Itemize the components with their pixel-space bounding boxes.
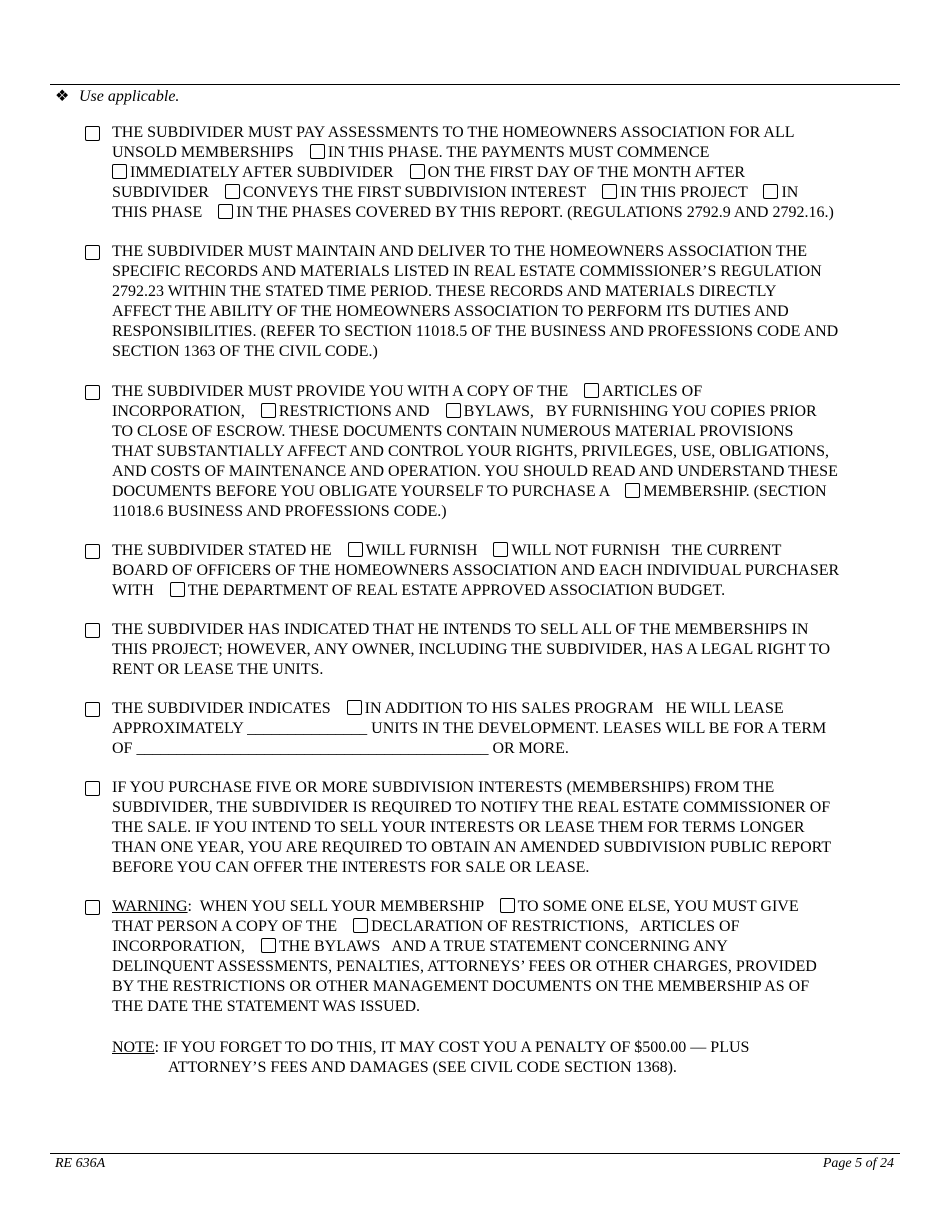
text-line (112, 482, 827, 502)
text-line (112, 143, 709, 163)
text-line (112, 541, 781, 561)
note-line-2: ATTORNEY’S FEES AND DAMAGES (SEE CIVIL CODE SECTION 1368). (168, 1059, 677, 1076)
text-segment: SPECIFIC RECORDS AND MATERIALS LISTED IN REAL ESTATE COMMISSIONER’S REGULATION (112, 263, 822, 280)
item-checkbox[interactable] (85, 245, 100, 260)
text-line (112, 739, 569, 759)
option-checkbox[interactable] (410, 164, 425, 179)
text-segment: THE SUBDIVIDER MUST MAINTAIN AND DELIVER TO THE HOMEOWNERS ASSOCIATION THE (112, 243, 808, 260)
note-line-1 (112, 1038, 749, 1058)
item-checkbox[interactable] (85, 781, 100, 796)
option-checkbox[interactable] (446, 403, 461, 418)
option-checkbox[interactable] (310, 144, 325, 159)
text-segment: BYLAWS, BY FURNISHING YOU COPIES PRIOR (463, 403, 817, 420)
text-segment: RENT OR LEASE THE UNITS. (112, 661, 324, 678)
text-segment: THIS PHASE (112, 204, 211, 221)
bottom-rule (50, 1153, 900, 1154)
text-segment: THE SUBDIVIDER INDICATES (112, 700, 339, 717)
option-checkbox[interactable] (602, 184, 617, 199)
option-checkbox[interactable] (261, 403, 276, 418)
item-checkbox[interactable] (85, 702, 100, 717)
option-checkbox[interactable] (763, 184, 778, 199)
text-line (112, 183, 798, 203)
text-segment: THE SUBDIVIDER STATED HE (112, 542, 340, 559)
option-checkbox[interactable] (584, 383, 599, 398)
text-line (112, 640, 830, 660)
text-line (112, 322, 838, 342)
text-segment: : WHEN YOU SELL YOUR MEMBERSHIP (187, 898, 492, 915)
text-line (112, 620, 808, 640)
text-line (112, 242, 807, 262)
text-segment: DELINQUENT ASSESSMENTS, PENALTIES, ATTORNEYS’ FEES OR OTHER CHARGES, PROVIDED (112, 958, 817, 975)
text-line (112, 442, 829, 462)
text-segment: THAT SUBSTANTIALLY AFFECT AND CONTROL YOUR RIGHTS, PRIVILEGES, USE, OBLIGATIONS, (112, 443, 829, 460)
text-segment: WILL NOT FURNISH THE CURRENT (511, 542, 782, 559)
text-segment: OF ____________________________________________ OR MORE. (112, 740, 569, 757)
item-checkbox[interactable] (85, 544, 100, 559)
text-segment: THE SUBDIVIDER MUST PAY ASSESSMENTS TO THE HOMEOWNERS ASSOCIATION FOR ALL (112, 124, 795, 141)
text-segment: THIS PROJECT; HOWEVER, ANY OWNER, INCLUDING THE SUBDIVIDER, HAS A LEGAL RIGHT TO (112, 641, 831, 658)
text-line (112, 838, 831, 858)
text-line (112, 798, 830, 818)
text-line (112, 897, 799, 917)
text-line (112, 262, 822, 282)
text-segment: WITH (112, 582, 162, 599)
text-segment: UNSOLD MEMBERSHIPS (112, 144, 302, 161)
text-segment: IN ADDITION TO HIS SALES PROGRAM HE WILL LEASE (364, 700, 784, 717)
text-line (112, 937, 728, 957)
option-checkbox[interactable] (348, 542, 363, 557)
text-segment: 11018.6 BUSINESS AND PROFESSIONS CODE.) (112, 503, 447, 520)
note-label: NOTE (112, 1039, 155, 1056)
text-segment: AND COSTS OF MAINTENANCE AND OPERATION. YOU SHOULD READ AND UNDERSTAND THESE (112, 463, 838, 480)
text-segment: ON THE FIRST DAY OF THE MONTH AFTER (427, 164, 746, 181)
warning-label: WARNING (112, 898, 188, 915)
text-segment: AFFECT THE ABILITY OF THE HOMEOWNERS ASSOCIATION TO PERFORM ITS DUTIES AND (112, 303, 789, 320)
text-segment: DECLARATION OF RESTRICTIONS, ARTICLES OF (371, 918, 740, 935)
text-segment: BEFORE YOU CAN OFFER THE INTERESTS FOR SALE OR LEASE. (112, 859, 590, 876)
option-checkbox[interactable] (347, 700, 362, 715)
option-checkbox[interactable] (225, 184, 240, 199)
text-segment: MEMBERSHIP. (SECTION (643, 483, 827, 500)
text-line (112, 561, 839, 581)
text-segment: BOARD OF OFFICERS OF THE HOMEOWNERS ASSOCIATION AND EACH INDIVIDUAL PURCHASER (112, 562, 840, 579)
text-segment: DOCUMENTS BEFORE YOU OBLIGATE YOURSELF TO PURCHASE A (112, 483, 618, 500)
text-segment: CONVEYS THE FIRST SUBDIVISION INTEREST (242, 184, 595, 201)
text-segment: RESTRICTIONS AND (278, 403, 438, 420)
text-line (112, 422, 793, 442)
text-line (112, 382, 702, 402)
text-segment: TO CLOSE OF ESCROW. THESE DOCUMENTS CONTAIN NUMEROUS MATERIAL PROVISIONS (112, 423, 794, 440)
text-segment: RESPONSIBILITIES. (REFER TO SECTION 11018.5 OF THE BUSINESS AND PROFESSIONS CODE AND (112, 323, 839, 340)
option-checkbox[interactable] (261, 938, 276, 953)
text-line (112, 342, 378, 362)
item-checkbox[interactable] (85, 900, 100, 915)
text-line (112, 282, 776, 302)
text-line (112, 957, 817, 977)
text-segment: TO SOME ONE ELSE, YOU MUST GIVE (517, 898, 799, 915)
text-line (112, 581, 725, 601)
form-id: RE 636A (55, 1156, 106, 1171)
text-segment: THAN ONE YEAR, YOU ARE REQUIRED TO OBTAIN AN AMENDED SUBDIVISION PUBLIC REPORT (112, 839, 832, 856)
option-checkbox[interactable] (500, 898, 515, 913)
text-line (112, 917, 740, 937)
text-segment: THAT PERSON A COPY OF THE (112, 918, 346, 935)
text-line (112, 818, 805, 838)
text-line (112, 302, 789, 322)
text-line (112, 163, 745, 183)
text-segment: THE DATE THE STATEMENT WAS ISSUED. (112, 998, 421, 1015)
text-line (112, 977, 809, 997)
page-number: Page 5 of 24 (822, 1156, 894, 1171)
text-segment: THE SUBDIVIDER HAS INDICATED THAT HE INTENDS TO SELL ALL OF THE MEMBERSHIPS IN (112, 621, 809, 638)
text-segment: INCORPORATION, (112, 403, 253, 420)
instruction-header (55, 86, 179, 106)
text-segment: THE SALE. IF YOU INTEND TO SELL YOUR INTERESTS OR LEASE THEM FOR TERMS LONGER (112, 819, 805, 836)
text-segment: ARTICLES OF (602, 383, 703, 400)
text-line (112, 123, 794, 143)
text-segment: IN THIS PROJECT (620, 184, 756, 201)
item-checkbox[interactable] (85, 126, 100, 141)
text-line (112, 402, 817, 422)
text-segment: IF YOU PURCHASE FIVE OR MORE SUBDIVISION INTERESTS (MEMBERSHIPS) FROM THE (112, 779, 775, 796)
option-checkbox[interactable] (493, 542, 508, 557)
option-checkbox[interactable] (170, 582, 185, 597)
item-checkbox[interactable] (85, 385, 100, 400)
text-segment: 2792.23 WITHIN THE STATED TIME PERIOD. THESE RECORDS AND MATERIALS DIRECTLY (112, 283, 777, 300)
text-line (112, 502, 447, 522)
text-segment: SUBDIVIDER (112, 184, 217, 201)
text-segment: BY THE RESTRICTIONS OR OTHER MANAGEMENT DOCUMENTS ON THE MEMBERSHIP AS OF (112, 978, 810, 995)
text-line (112, 997, 420, 1017)
instruction-text: Use applicable. (79, 88, 180, 105)
text-segment: SECTION 1363 OF THE CIVIL CODE.) (112, 343, 378, 360)
diamond-bullet-icon: ❖ (55, 88, 70, 105)
text-segment: INCORPORATION, (112, 938, 253, 955)
text-line (112, 203, 834, 223)
item-checkbox[interactable] (85, 623, 100, 638)
text-segment: IMMEDIATELY AFTER SUBDIVIDER (130, 164, 402, 181)
text-line (112, 858, 589, 878)
note-text-1: : IF YOU FORGET TO DO THIS, IT MAY COST YOU A PENALTY OF $500.00 — PLUS (154, 1039, 750, 1056)
text-line (112, 660, 323, 680)
option-checkbox[interactable] (625, 483, 640, 498)
option-checkbox[interactable] (112, 164, 127, 179)
text-segment: IN THIS PHASE. THE PAYMENTS MUST COMMENCE (327, 144, 710, 161)
text-segment: SUBDIVIDER, THE SUBDIVIDER IS REQUIRED TO NOTIFY THE REAL ESTATE COMMISSIONER OF (112, 799, 831, 816)
top-rule (50, 84, 900, 85)
text-segment: APPROXIMATELY _______________ UNITS IN THE DEVELOPMENT. LEASES WILL BE FOR A TERM (112, 720, 827, 737)
text-segment: THE DEPARTMENT OF REAL ESTATE APPROVED ASSOCIATION BUDGET. (187, 582, 726, 599)
text-line (112, 719, 826, 739)
text-segment: IN THE PHASES COVERED BY THIS REPORT. (REGULATIONS 2792.9 AND 2792.16.) (236, 204, 834, 221)
text-line (112, 462, 838, 482)
text-line (112, 778, 774, 798)
text-segment: IN (781, 184, 799, 201)
text-line (112, 699, 784, 719)
text-segment: THE BYLAWS AND A TRUE STATEMENT CONCERNING ANY (278, 938, 728, 955)
text-segment: WILL FURNISH (365, 542, 486, 559)
text-segment: THE SUBDIVIDER MUST PROVIDE YOU WITH A COPY OF THE (112, 383, 577, 400)
option-checkbox[interactable] (353, 918, 368, 933)
option-checkbox[interactable] (218, 204, 233, 219)
